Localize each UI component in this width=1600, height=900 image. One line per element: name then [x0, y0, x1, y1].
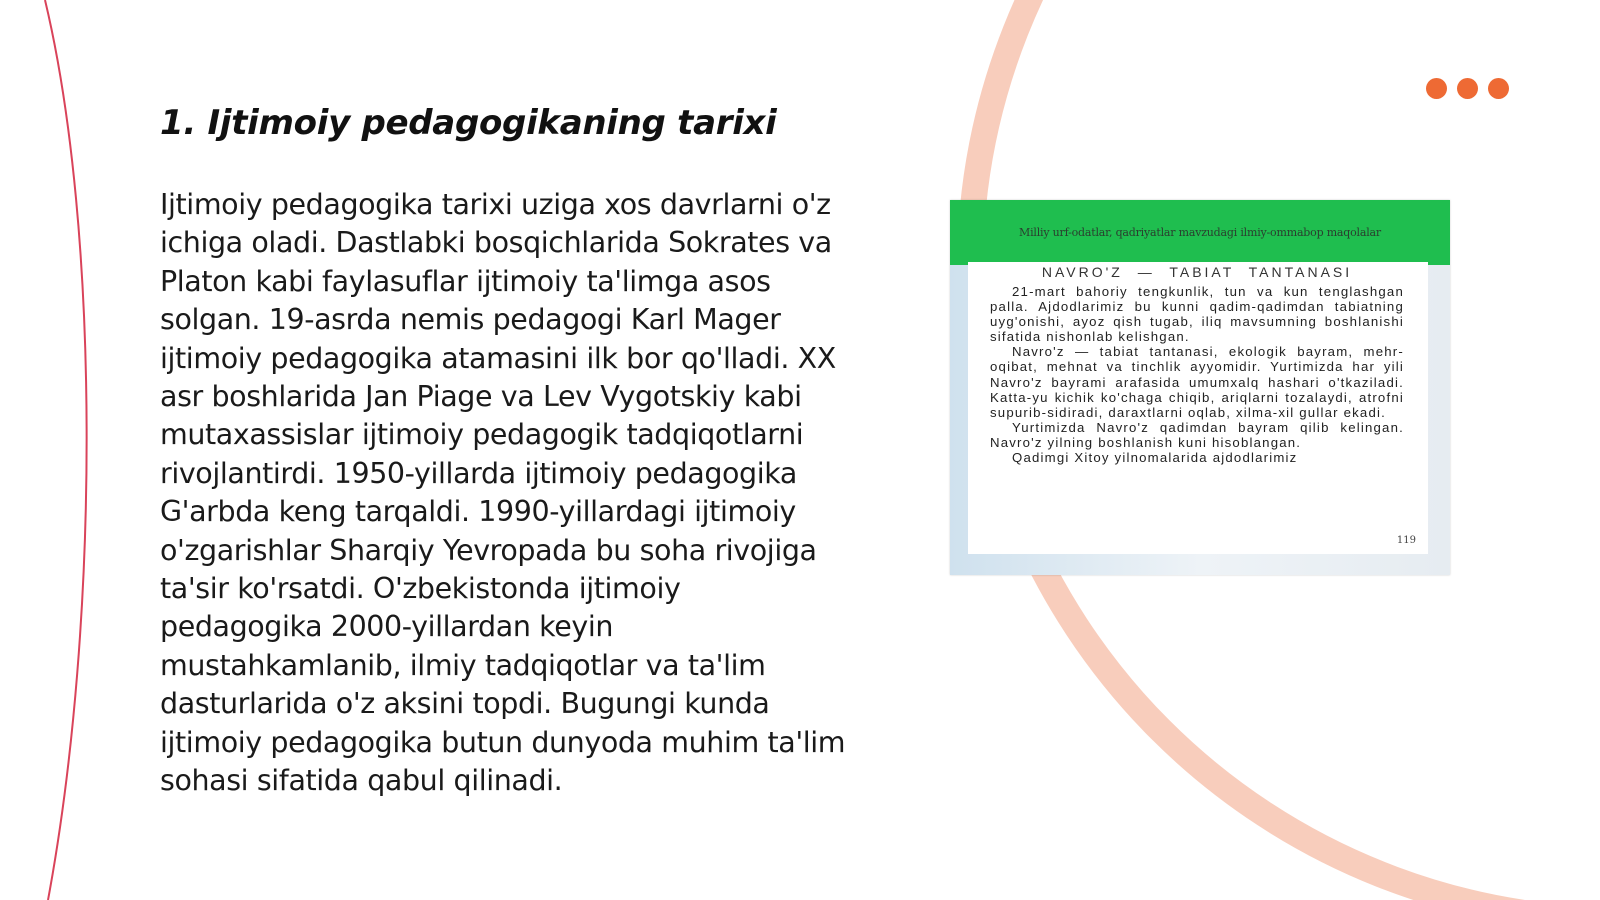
book-header: Milliy urf-odatlar, qadriyatlar mavzudagi ilmiy-ommabop maqolalar [950, 200, 1450, 265]
dot [1457, 78, 1478, 99]
slide-title: 1. Ijtimoiy pedagogikaning tarixi [160, 103, 777, 143]
slide-body-text: Ijtimoiy pedagogika tarixi uziga xos davrlarni o'z ichiga oladi. Dastlabki bosqichlarida Sokrates va Platon kabi faylasuflar ijtimoiy ta'limga asos solgan. 19-asrda nemis pedagogi Karl Mager ijtimoiy pedagogika atamasini ilk bor qo'lladi. XX asr boshlarida Jan Piage va Lev Vygotskiy kabi mutaxassislar ijtimoiy pedagogik tadqiqotlarni rivojlantirdi. 1950-yillarda ijtimoiy pedagogika G'arbda keng tarqaldi. 1990-yillardagi ijtimoiy o'zgarishlar Sharqiy Yevropada bu soha rivojiga ta'sir ko'rsatdi. O'zbekistonda ijtimoiy pedagogika 2000-yillardan keyin mustahkamlanib, ilmiy tadqiqotlar va ta'lim dasturlarida o'z aksini topdi. Bugungi kunda ijtimoiy pedagogika butun dunyoda muhim ta'lim sohasi sifatida qabul qilinadi. [160, 188, 846, 798]
book-page-number: 119 [1396, 535, 1416, 546]
book-paragraph: 21-mart bahoriy tengkunlik, tun va kun tenglashgan palla. Ajdodlarimiz bu kunni qadim-qadimdan tabiatning uyg'onishi, ayoz qish tugab, iliq mavsumning boshlanishi sifatida nishonlab kelishgan. [990, 284, 1404, 345]
book-paragraph: Yurtimizda Navro'z qadimdan bayram qilib kelingan. Navro'z yilning boshlanish kuni hisoblangan. [990, 419, 1404, 450]
book-page-image [950, 200, 1450, 575]
dot [1488, 78, 1509, 99]
three-dots-icon [1426, 78, 1509, 99]
book-paragraph: Qadimgi Xitoy yilnomalarida ajdodlarimiz [1012, 450, 1298, 466]
dot [1426, 78, 1447, 99]
book-title: NAVRO'Z — TABIAT TANTANASI [1041, 264, 1353, 280]
left-accent-line [45, 0, 87, 900]
book-page [968, 262, 1428, 554]
book-text [990, 284, 1404, 465]
book-paragraph: Navro'z — tabiat tantanasi, ekologik bayram, mehr-oqibat, mehnat va tinchlik ayyomidir. Yurtimizda har yili Navro'z bayrami arafasida umumxalq hashari o'tkaziladi. Katta-yu kichik ko'chaga chiqib, ariqlarni tozalaydi, atrofni supurib-sidiradi, daraxtlarni oqlab, xilma-xil gullar ekadi. [990, 344, 1404, 420]
